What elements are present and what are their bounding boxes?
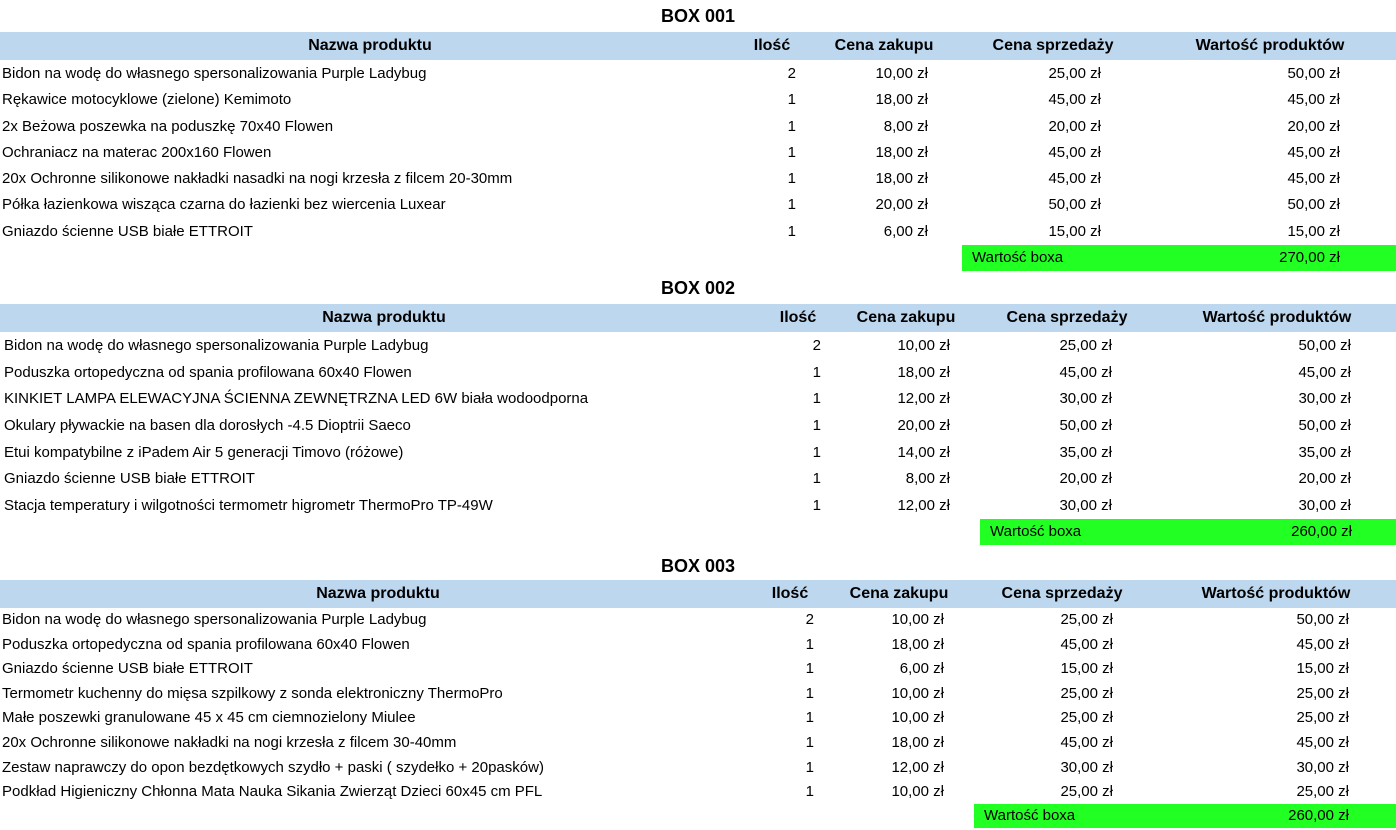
header-name: Nazwa produktu xyxy=(308,37,432,54)
cell-value: 50,00 zł xyxy=(1287,196,1340,214)
cell-buy: 8,00 zł xyxy=(905,470,950,488)
cell-qty: 1 xyxy=(787,196,796,214)
cell-buy: 20,00 zł xyxy=(875,196,928,214)
header-buy: Cena zakupu xyxy=(856,309,956,326)
header-qty: Ilość xyxy=(771,585,809,602)
table-row xyxy=(0,657,1396,682)
cell-value: 45,00 zł xyxy=(1296,733,1349,751)
box-title: BOX 003 xyxy=(660,556,736,576)
cell-name: KINKIET LAMPA ELEWACYJNA ŚCIENNA ZEWNĘTRZNA LED 6W biała wodoodporna xyxy=(4,390,589,408)
cell-sell: 25,00 zł xyxy=(1060,611,1113,628)
cell-sell: 25,00 zł xyxy=(1060,709,1113,727)
table-row xyxy=(0,682,1396,707)
box-total-label: Wartość boxa xyxy=(984,807,1076,824)
cell-sell: 45,00 zł xyxy=(1060,635,1113,653)
cell-value: 50,00 zł xyxy=(1298,337,1351,354)
cell-qty: 1 xyxy=(805,660,814,678)
header-qty: Ilość xyxy=(753,37,791,54)
table-row xyxy=(0,87,1396,113)
box-total-value: 270,00 zł xyxy=(1279,249,1340,266)
cell-name: 20x Ochronne silikonowe nakładki nasadki na nogi krzesła z filcem 20-30mm xyxy=(2,170,513,188)
cell-sell: 45,00 zł xyxy=(1048,91,1101,109)
cell-name: Gniazdo ścienne USB białe ETTROIT xyxy=(2,222,253,240)
cell-value: 25,00 zł xyxy=(1296,709,1349,727)
cell-buy: 10,00 zł xyxy=(891,783,944,801)
cell-buy: 18,00 zł xyxy=(875,143,928,161)
box-title: BOX 001 xyxy=(660,6,736,26)
cell-value: 50,00 zł xyxy=(1298,417,1351,435)
cell-sell: 15,00 zł xyxy=(1048,222,1101,240)
cell-sell: 45,00 zł xyxy=(1059,363,1112,381)
cell-sell: 50,00 zł xyxy=(1048,196,1101,214)
cell-name: Bidon na wodę do własnego spersonalizowania Purple Ladybug xyxy=(2,611,427,628)
cell-value: 45,00 zł xyxy=(1287,91,1340,109)
header-value: Wartość produktów xyxy=(1202,309,1352,326)
cell-buy: 12,00 zł xyxy=(897,497,950,515)
cell-sell: 45,00 zł xyxy=(1048,143,1101,161)
header-qty: Ilość xyxy=(779,309,817,326)
cell-name: Stacja temperatury i wilgotności termometr higrometr ThermoPro TP-49W xyxy=(4,497,493,515)
cell-sell: 50,00 zł xyxy=(1059,417,1112,435)
header-name: Nazwa produktu xyxy=(322,309,446,326)
cell-qty: 1 xyxy=(787,91,796,109)
cell-buy: 18,00 zł xyxy=(891,733,944,751)
cell-qty: 1 xyxy=(787,222,796,240)
table-row xyxy=(0,219,1396,245)
cell-qty: 1 xyxy=(805,684,814,702)
cell-name: Poduszka ortopedyczna od spania profilowana 60x40 Flowen xyxy=(4,363,412,381)
cell-qty: 1 xyxy=(805,709,814,727)
header-value: Wartość produktów xyxy=(1195,37,1345,54)
cell-name: 2x Beżowa poszewka na poduszkę 70x40 Flowen xyxy=(2,117,334,135)
cell-buy: 18,00 zł xyxy=(897,363,950,381)
cell-sell: 15,00 zł xyxy=(1060,660,1113,678)
cell-value: 50,00 zł xyxy=(1296,611,1349,628)
cell-buy: 18,00 zł xyxy=(875,91,928,109)
cell-value: 50,00 zł xyxy=(1287,65,1340,82)
cell-value: 30,00 zł xyxy=(1298,497,1351,515)
cell-buy: 10,00 zł xyxy=(891,684,944,702)
table-row xyxy=(0,166,1396,192)
cell-value: 30,00 zł xyxy=(1298,390,1351,408)
table-row xyxy=(0,608,1396,633)
cell-sell: 30,00 zł xyxy=(1060,758,1113,776)
cell-name: Gniazdo ścienne USB białe ETTROIT xyxy=(2,660,253,678)
cell-name: Ochraniacz na materac 200x160 Flowen xyxy=(2,143,272,161)
cell-sell: 30,00 zł xyxy=(1059,497,1112,515)
table-row xyxy=(0,192,1396,218)
header-buy: Cena zakupu xyxy=(849,585,949,602)
cell-qty: 1 xyxy=(787,117,796,135)
table-header xyxy=(0,32,1396,60)
header-buy: Cena zakupu xyxy=(834,37,934,54)
box-total-label: Wartość boxa xyxy=(972,249,1064,266)
cell-sell: 35,00 zł xyxy=(1059,443,1112,461)
cell-value: 45,00 zł xyxy=(1287,143,1340,161)
cell-name: Półka łazienkowa wisząca czarna do łazienki bez wiercenia Luxear xyxy=(2,196,446,214)
cell-value: 30,00 zł xyxy=(1296,758,1349,776)
cell-qty: 1 xyxy=(805,635,814,653)
cell-qty: 1 xyxy=(812,363,821,381)
cell-value: 45,00 zł xyxy=(1287,170,1340,188)
cell-name: Termometr kuchenny do mięsa szpilkowy z sonda elektroniczny ThermoPro xyxy=(2,684,503,702)
table-row xyxy=(0,440,1396,467)
table-row xyxy=(0,466,1396,493)
box-total xyxy=(974,804,1396,828)
cell-qty: 1 xyxy=(812,470,821,488)
table-row xyxy=(0,756,1396,781)
cell-name: Bidon na wodę do własnego spersonalizowania Purple Ladybug xyxy=(2,65,427,82)
cell-sell: 45,00 zł xyxy=(1060,733,1113,751)
cell-buy: 6,00 zł xyxy=(899,660,944,678)
table-row xyxy=(0,706,1396,731)
cell-name: Podkład Higieniczny Chłonna Mata Nauka Sikania Zwierząt Dzieci 60x45 cm PFL xyxy=(2,783,543,801)
cell-qty: 1 xyxy=(812,443,821,461)
cell-name: 20x Ochronne silikonowe nakładki na nogi krzesła z filcem 30-40mm xyxy=(2,733,457,751)
cell-qty: 1 xyxy=(787,143,796,161)
cell-qty: 1 xyxy=(812,390,821,408)
cell-name: Poduszka ortopedyczna od spania profilowana 60x40 Flowen xyxy=(2,635,410,653)
cell-buy: 8,00 zł xyxy=(883,117,928,135)
table-body xyxy=(0,608,1396,805)
cell-qty: 2 xyxy=(787,65,796,82)
table-row xyxy=(0,140,1396,166)
table-row xyxy=(0,61,1396,87)
box-total-value: 260,00 zł xyxy=(1288,807,1349,824)
cell-qty: 1 xyxy=(812,497,821,515)
cell-qty: 1 xyxy=(812,417,821,435)
cell-value: 15,00 zł xyxy=(1296,660,1349,678)
cell-name: Rękawice motocyklowe (zielone) Kemimoto xyxy=(2,91,292,109)
cell-buy: 12,00 zł xyxy=(897,390,950,408)
cell-sell: 25,00 zł xyxy=(1059,337,1112,354)
cell-buy: 10,00 zł xyxy=(891,611,944,628)
cell-sell: 25,00 zł xyxy=(1048,65,1101,82)
header-sell: Cena sprzedaży xyxy=(1001,585,1123,602)
cell-name: Okulary pływackie na basen dla dorosłych -4.5 Dioptrii Saeco xyxy=(4,417,411,435)
table-row xyxy=(0,633,1396,658)
cell-buy: 12,00 zł xyxy=(891,758,944,776)
cell-sell: 20,00 zł xyxy=(1059,470,1112,488)
cell-value: 15,00 zł xyxy=(1287,222,1340,240)
header-name: Nazwa produktu xyxy=(316,585,440,602)
cell-buy: 10,00 zł xyxy=(897,337,950,354)
cell-qty: 1 xyxy=(805,783,814,801)
cell-value: 35,00 zł xyxy=(1298,443,1351,461)
table-row xyxy=(0,413,1396,440)
cell-qty: 1 xyxy=(787,170,796,188)
cell-name: Małe poszewki granulowane 45 x 45 cm ciemnozielony Miulee xyxy=(2,709,416,727)
cell-buy: 14,00 zł xyxy=(897,443,950,461)
table-header xyxy=(0,580,1396,608)
table-body xyxy=(0,333,1396,520)
cell-buy: 18,00 zł xyxy=(875,170,928,188)
cell-buy: 10,00 zł xyxy=(891,709,944,727)
table-row xyxy=(0,386,1396,413)
box-total xyxy=(962,245,1396,271)
cell-value: 25,00 zł xyxy=(1296,684,1349,702)
table-body xyxy=(0,61,1396,245)
cell-sell: 20,00 zł xyxy=(1048,117,1101,135)
box-total-value: 260,00 zł xyxy=(1291,523,1352,540)
header-sell: Cena sprzedaży xyxy=(1006,309,1128,326)
cell-sell: 25,00 zł xyxy=(1060,684,1113,702)
cell-buy: 10,00 zł xyxy=(875,65,928,82)
box-total xyxy=(980,519,1396,545)
table-row xyxy=(0,360,1396,387)
table-row xyxy=(0,333,1396,360)
table-row xyxy=(0,731,1396,756)
header-value: Wartość produktów xyxy=(1201,585,1351,602)
cell-sell: 30,00 zł xyxy=(1059,390,1112,408)
cell-name: Bidon na wodę do własnego spersonalizowania Purple Ladybug xyxy=(4,337,429,354)
table-header xyxy=(0,304,1396,332)
cell-qty: 2 xyxy=(812,337,821,354)
cell-name: Zestaw naprawczy do opon bezdętkowych szydło + paski ( szydełko + 20pasków) xyxy=(2,758,544,776)
cell-sell: 25,00 zł xyxy=(1060,783,1113,801)
cell-buy: 20,00 zł xyxy=(897,417,950,435)
table-row xyxy=(0,780,1396,805)
cell-qty: 1 xyxy=(805,733,814,751)
cell-name: Etui kompatybilne z iPadem Air 5 generacji Timovo (różowe) xyxy=(4,443,404,461)
cell-qty: 1 xyxy=(805,758,814,776)
header-sell: Cena sprzedaży xyxy=(992,37,1114,54)
box-total-label: Wartość boxa xyxy=(990,523,1082,540)
cell-value: 45,00 zł xyxy=(1296,635,1349,653)
cell-value: 20,00 zł xyxy=(1287,117,1340,135)
cell-value: 25,00 zł xyxy=(1296,783,1349,801)
cell-buy: 18,00 zł xyxy=(891,635,944,653)
box-title: BOX 002 xyxy=(660,278,736,298)
cell-qty: 2 xyxy=(805,611,814,628)
cell-value: 45,00 zł xyxy=(1298,363,1351,381)
table-row xyxy=(0,493,1396,520)
cell-sell: 45,00 zł xyxy=(1048,170,1101,188)
cell-buy: 6,00 zł xyxy=(883,222,928,240)
cell-name: Gniazdo ścienne USB białe ETTROIT xyxy=(4,470,255,488)
cell-value: 20,00 zł xyxy=(1298,470,1351,488)
table-row xyxy=(0,114,1396,140)
